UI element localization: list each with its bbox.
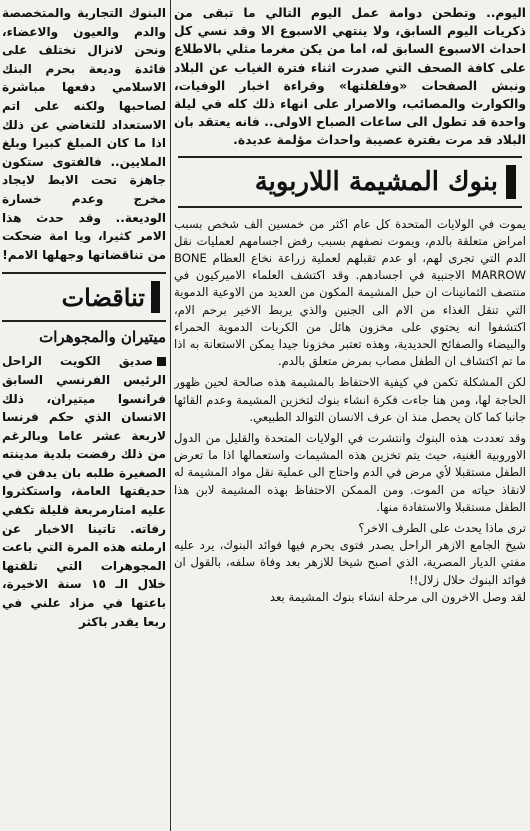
section-title: بنوك المشيمة اللاربوية: [254, 166, 498, 197]
column-divider: [170, 0, 171, 831]
side-subtitle: ميتيران والمجوهرات: [39, 328, 166, 347]
side-top-text: البنوك التجارية والمتخصصة والدم والعيون والاعضاء، ونحن لانزال نختلف على فائدة وديعة بحرم البنك الاسلامي دفعها مباشرة لصاحبها ولكنه على اتم الاستعداد للتغاضي عن ذلك اذا ما كان المبلغ كبيرا وبلغ الملايين.. فالفتوى ستكون جاهزة تحت الابط لايجاد مخرج وعدم خسارة الوديعة.. وقد حدث هذا الامر كثيرا، ويا امة ضحكت من تناقضاتها وجهلها الامم!: [2, 6, 166, 262]
side-article-body: [2, 352, 166, 631]
article-paragraph: وقد تعددت هذه البنوك وانتشرت في الولايات المتحدة والقليل من الدول الاوروبية الغنية، حيث يتم تخزين هذه المشيمات واستعمالها اذا ما تعرض الطفل مستقبلا لأي مرض في الدم واحتاج الى عملية نقل مواد المشيمة له لانقاذ حياته من الموت. ومن الممكن الاحتفاظ بهذه المشيمة لابن هذا الطفل مستقبلا والاستفادة منها.: [174, 431, 526, 514]
side-section-title: تناقضات: [61, 282, 145, 312]
side-column: [2, 4, 166, 826]
header-bar-mark: [506, 165, 516, 199]
article-paragraph: لكن المشكلة تكمن في كيفية الاحتفاظ بالمشيمة هذه صالحة لحين ظهور الحاجة لها، ومن هنا جاءت فكرة انشاء بنوك لتخزين المشيمة وعدم القائها جانبا كما كان يحصل منذ ان عرف الانسان التوالد الطبيعي.: [174, 375, 526, 424]
bullet-square-icon: [157, 357, 166, 366]
main-column: [174, 4, 526, 826]
article-paragraph: شيخ الجامع الازهر الراحل يصدر فتوى يحرم فيها فوائد البنوك، يرد عليه مفتي الديار المصرية، الذي اصبح شيخا للازهر بعد وفاة سلفه، بالقول ان فوائد البنوك حلال زلال!!: [174, 538, 526, 587]
section-header: [178, 156, 522, 208]
header-bar-mark: [151, 281, 160, 313]
intro-paragraph: اليوم.. وتطحن دوامة عمل اليوم التالي ما تبقى من ذكريات اليوم السابق، ولا ينتهي الاسبوع الا وقد نسي كل احداث الاسبوع السابق له، اما من يكن مغرما مثلي بالاطلاع على كافة الصحف التي صدرت اثناء فترة الغياب عن البلاد ونبش الصفحات «وفلفلتها» وقراءة اخبار الوفيات، والكوارث والمصائب، والاصرار على انهاء ذلك كله في ليلة واحدة قد تطول الى ساعات الصباح الاولى.. فانه يعتقد بان البلاد قد مرت بفترة عصيبة واحداث مؤلمة عديدة.: [174, 6, 526, 148]
article-paragraph: يموت في الولايات المتحدة كل عام اكثر من خمسين الف شخص بسبب امراض متعلقة بالدم، ويموت نصفهم بسبب رفض اجسامهم لعمليات نقل الدم التي تجرى لهم، او عدم تقبلهم لعملية زراعة نخاع العظام BONE MARROW الاجنبية في اجسادهم. وقد اكتشف العلماء الاميركيون في منتصف الثمانينات ان حبل المشيمة المكون من العديد من الاوعية الدموية التي تنقل الغذاء من الام الى الجنين والذي يربط الاخير برحم الام، اكتشفوا انه يحتوي على مخزون هائل من الكريات الدموية الحمراء والبيضاء والصفائح الحديدية، وهذه تعتبر مخزونا جيدا يمكن الاستعانة به اذا ما تم اكتشاف ان الطفل مصاب بمرض متعلق بالدم.: [174, 216, 526, 369]
article-paragraph: لقد وصل الاخرون الى مرحلة انشاء بنوك المشيمة بعد: [269, 589, 526, 604]
side-article-text: صديق الكويت الراحل الرئيس الفرنسي السابق فرانسوا ميتيران، ذلك الانسان الذي حكم فرنسا لاربعة عشر عاما وبالرغم من ذلك رفضت بلدية مدينته الصغيرة طلبه بان يدفن في حديقتها العامة، واستكثروا عليه امتارمربعة قليلة تكفي رفاته. تاتينا الاخبار عن ارملته هذه المرة التي باعت المجوهرات التي تلقتها خلال الـ ١٥ سنة الاخيرة، باعتها في مزاد علني في ربعا يقدر باكثر: [2, 354, 166, 629]
article-paragraph: ترى ماذا يحدث على الطرف الاخر؟: [358, 521, 526, 536]
side-section-header: [2, 272, 166, 322]
